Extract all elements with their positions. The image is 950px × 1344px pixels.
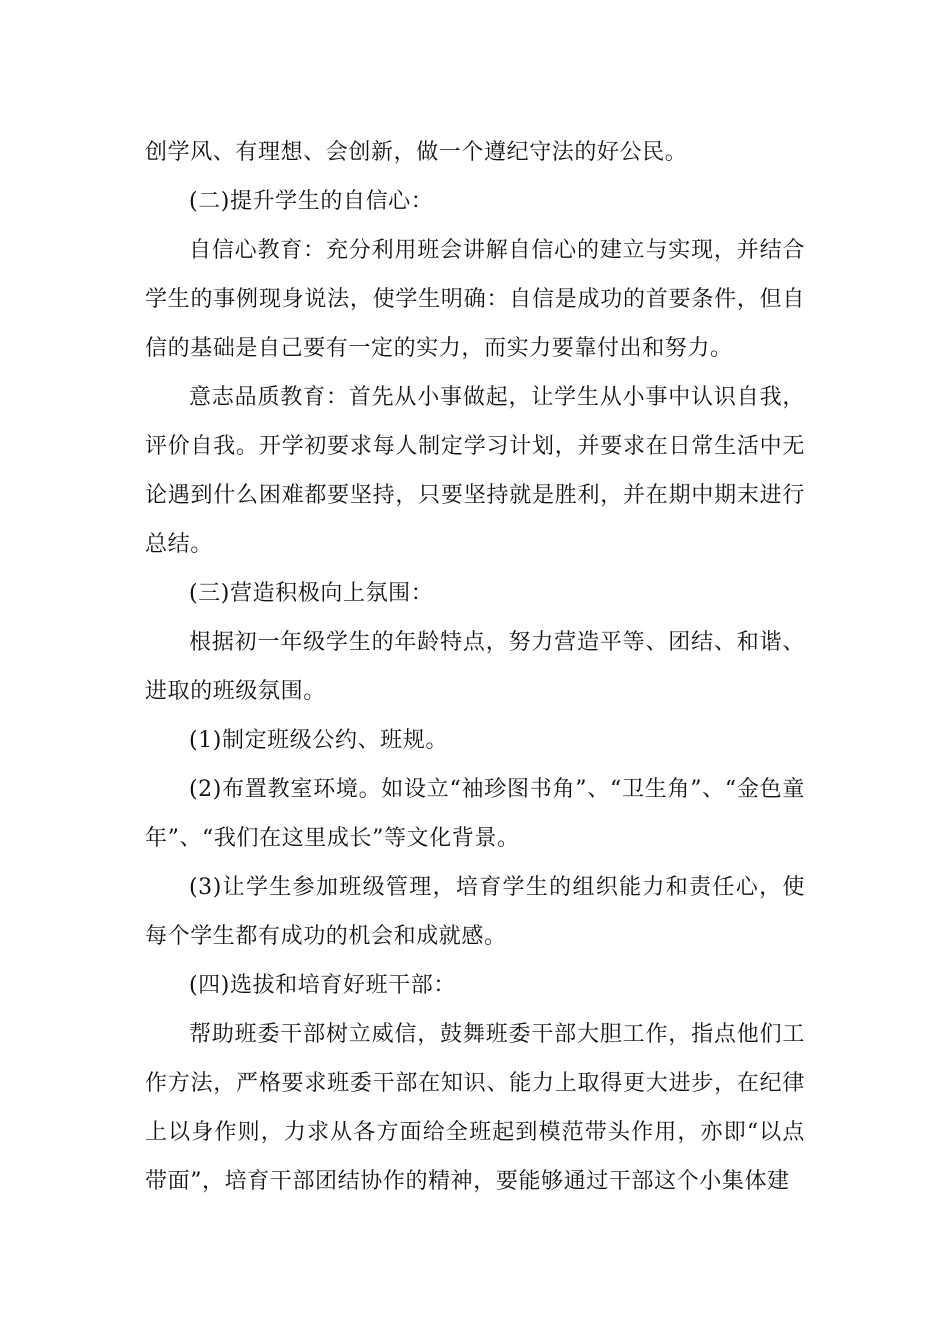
paragraph-continuation: 创学风、有理想、会创新，做一个遵纪守法的好公民。 (145, 140, 688, 165)
list-item-3: (3)让学生参加班级管理，培育学生的组织能力和责任心，使每个学生都有成功的机会和成就感。 (145, 875, 805, 949)
list-item-1: (1)制定班级公约、班规。 (189, 728, 448, 753)
paragraph-class-atmosphere: 根据初一年级学生的年龄特点，努力营造平等、团结、和谐、进取的班级氛围。 (145, 630, 805, 704)
paragraph-confidence-education: 自信心教育：充分利用班会讲解自信心的建立与实现，并结合学生的事例现身说法，使学生明确：自信是成功的首要条件，但自信的基础是自己要有一定的实力，而实力要靠付出和努力。 (145, 238, 805, 361)
section-heading-4: (四)选拔和培育好班干部： (189, 973, 456, 998)
section-heading-2: (二)提升学生的自信心： (189, 189, 434, 214)
document-body (145, 128, 805, 1206)
paragraph-class-cadres: 帮助班委干部树立威信，鼓舞班委干部大胆工作，指点他们工作方法，严格要求班委干部在知识、能力上取得更大进步，在纪律上以身作则，力求从各方面给全班起到模范带头作用，亦即“以点带面”，培育干部团结协作的精神，要能够通过干部这个小集体建 (145, 1022, 805, 1194)
list-item-2: (2)布置教室环境。如设立“袖珍图书角”、“卫生角”、“金色童年”、“我们在这里成长”等文化背景。 (145, 777, 805, 851)
paragraph-willpower-education: 意志品质教育：首先从小事做起，让学生从小事中认识自我，评价自我。开学初要求每人制定学习计划，并要求在日常生活中无论遇到什么困难都要坚持，只要坚持就是胜利，并在期中期末进行总结。 (145, 385, 805, 557)
section-heading-3: (三)营造积极向上氛围： (189, 581, 434, 606)
